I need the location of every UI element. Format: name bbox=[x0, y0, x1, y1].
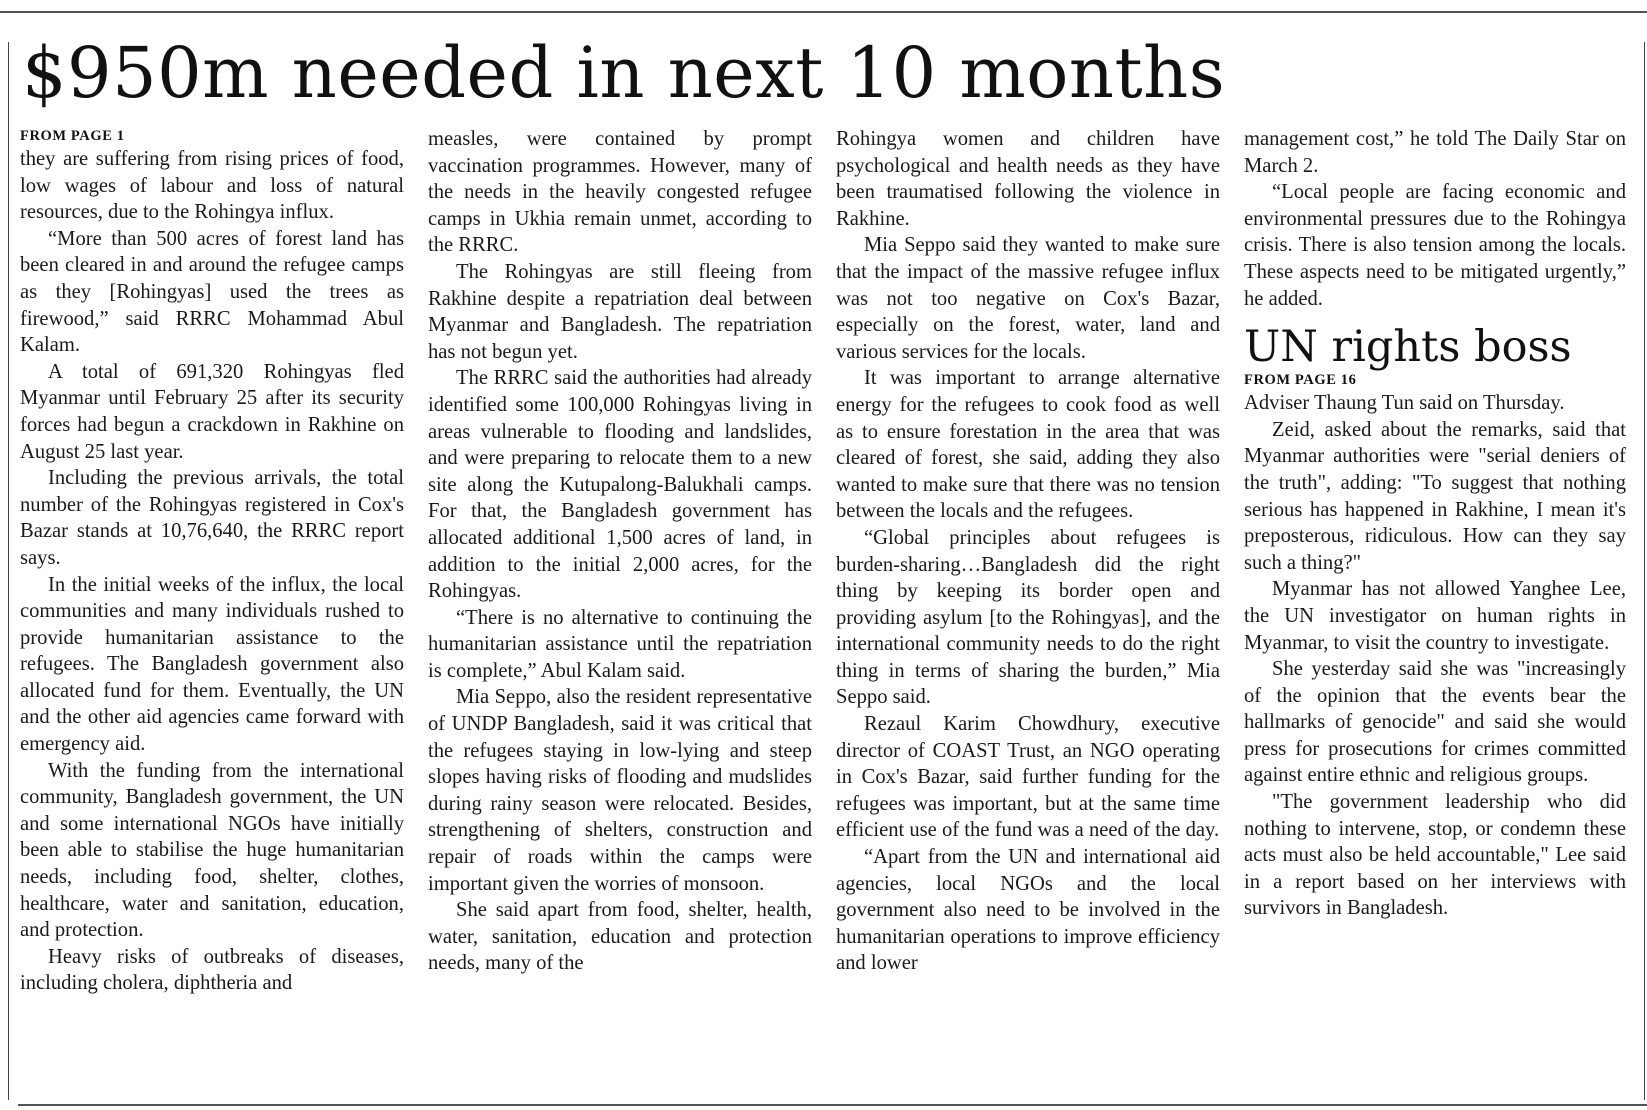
second-story-headline: UN rights boss bbox=[1244, 322, 1572, 373]
article-paragraph: “Local people are facing economic and environmental pressures due to the Rohingya crisis. There is also tension among the locals. These aspects need to be mitigated urgently,” he added. bbox=[1244, 181, 1626, 310]
article-paragraph: management cost,” he told The Daily Star on March 2. bbox=[1244, 128, 1626, 177]
article-paragraph: “Global principles about refugees is burden-sharing…Bangladesh did the right thing by keeping its border open and providing asylum [to the Rohingyas], and the international community needs to do the right thing in terms of sharing the burden,” Mia Seppo said. bbox=[836, 526, 1220, 709]
article-column-4 bbox=[1244, 126, 1626, 922]
article-paragraph: measles, were contained by prompt vaccination programmes. However, many of the needs in the heavily congested refugee camps in Ukhia remain unmet, according to the RRRC. bbox=[428, 128, 812, 257]
article-column-1 bbox=[20, 126, 404, 997]
article-paragraph: It was important to arrange alternative energy for the refugees to cook food as well as to ensure forestation in the area that was cleared of forest, she said, adding they also wanted to make sure that there was no tension between the locals and the refugees. bbox=[836, 367, 1220, 523]
bottom-rule bbox=[18, 1104, 1647, 1106]
second-story-kicker: FROM PAGE 16 bbox=[1244, 372, 1357, 389]
article-paragraph: A total of 691,320 Rohingyas fled Myanmar until February 25 after its security forces had begun a crackdown in Rakhine on August 25 last year. bbox=[20, 360, 404, 463]
article-paragraph: In the initial weeks of the influx, the local communities and many individuals rushed to provide humanitarian assistance to the refugees. The Bangladesh government also allocated fund for them. Eventually, the UN and the other aid agencies came forward with emergency aid. bbox=[20, 573, 404, 756]
article-paragraph: “Apart from the UN and international aid agencies, local NGOs and the local government also need to be involved in the humanitarian operations to improve efficiency and lower bbox=[836, 846, 1220, 975]
article-paragraph: Mia Seppo said they wanted to make sure that the impact of the massive refugee influx was not too negative on Cox's Bazar, especially on the forest, water, land and various services for the locals. bbox=[836, 234, 1220, 363]
right-rule bbox=[1644, 42, 1645, 1100]
article-paragraph: With the funding from the international community, Bangladesh government, the UN and some international NGOs have initially been able to stabilise the huge humanitarian needs, including food, shelter, clothes, healthcare, water and sanitation, education, and protection. bbox=[20, 759, 404, 942]
article-paragraph: Rohingya women and children have psychological and health needs as they have been traumatised following the violence in Rakhine. bbox=[836, 128, 1220, 230]
second-story-paragraph: Adviser Thaung Tun said on Thursday. bbox=[1244, 392, 1565, 415]
article-paragraph: Rezaul Karim Chowdhury, executive director of COAST Trust, an NGO operating in Cox's Bazar, said further funding for the refugees was important, but at the same time efficient use of the fund was a need of the day. bbox=[836, 713, 1220, 842]
article-paragraph: “More than 500 acres of forest land has been cleared in and around the refugee camps as they [Rohingyas] used the trees as firewood,” said RRRC Mohammad Abul Kalam. bbox=[20, 227, 404, 357]
article-paragraph: Mia Seppo, also the resident representative of UNDP Bangladesh, said it was critical that the refugees staying in low-lying and steep slopes having risks of flooding and mudslides during rainy season were relocated. Besides, strengthening of shelters, construction and repair of roads within the camps were important given the worries of monsoon. bbox=[428, 686, 812, 895]
second-story-paragraph: Zeid, asked about the remarks, said that Myanmar authorities were "serial deniers of the truth", adding: "To suggest that nothing serious has happened in Rakhine, I mean it's preposterous, ridiculous. How can they say such a thing?" bbox=[1244, 418, 1626, 574]
left-rule bbox=[8, 42, 9, 1100]
top-rule bbox=[0, 11, 1647, 13]
article-paragraph: She said apart from food, shelter, health, water, sanitation, education and protection needs, many of the bbox=[428, 899, 812, 975]
article-column-3 bbox=[836, 126, 1220, 977]
article-paragraph: Heavy risks of outbreaks of diseases, including cholera, diphtheria and bbox=[20, 945, 404, 995]
article-paragraph: “There is no alternative to continuing the humanitarian assistance until the repatriation is complete,” Abul Kalam said. bbox=[428, 606, 812, 682]
second-story-paragraph: "The government leadership who did nothing to intervene, stop, or condemn these acts must also be held accountable," Lee said in a report based on her interviews with survivors in Bangladesh. bbox=[1244, 791, 1626, 920]
article-paragraph: The Rohingyas are still fleeing from Rakhine despite a repatriation deal between Myanmar and Bangladesh. The repatriation has not begun yet. bbox=[428, 260, 812, 363]
article-paragraph: Including the previous arrivals, the total number of the Rohingyas registered in Cox's Bazar stands at 10,76,640, the RRRC report says. bbox=[20, 467, 404, 569]
article-paragraph: The RRRC said the authorities had already identified some 100,000 Rohingyas living in areas vulnerable to flooding and landslides, and were preparing to relocate them to a new site along the Kutupalong-Balukhali camps. For that, the Bangladesh government has allocated additional 1,500 acres of land, in addition to the initial 2,000 acres, for the Rohingyas. bbox=[428, 367, 812, 603]
second-story-paragraph: She yesterday said she was "increasingly of the opinion that the events bear the hallmarks of genocide" and said she would press for prosecutions for crimes committed against entire ethnic and religious groups. bbox=[1244, 658, 1626, 787]
main-headline: $950m needed in next 10 months bbox=[22, 32, 1226, 114]
second-story-paragraph: Myanmar has not allowed Yanghee Lee, the UN investigator on human rights in Myanmar, to visit the country to investigate. bbox=[1244, 578, 1626, 654]
from-page-kicker: FROM PAGE 1 bbox=[20, 128, 125, 144]
article-paragraph: they are suffering from rising prices of food, low wages of labour and loss of natural resources, due to the Rohingya influx. bbox=[20, 148, 404, 224]
article-column-2 bbox=[428, 126, 812, 977]
